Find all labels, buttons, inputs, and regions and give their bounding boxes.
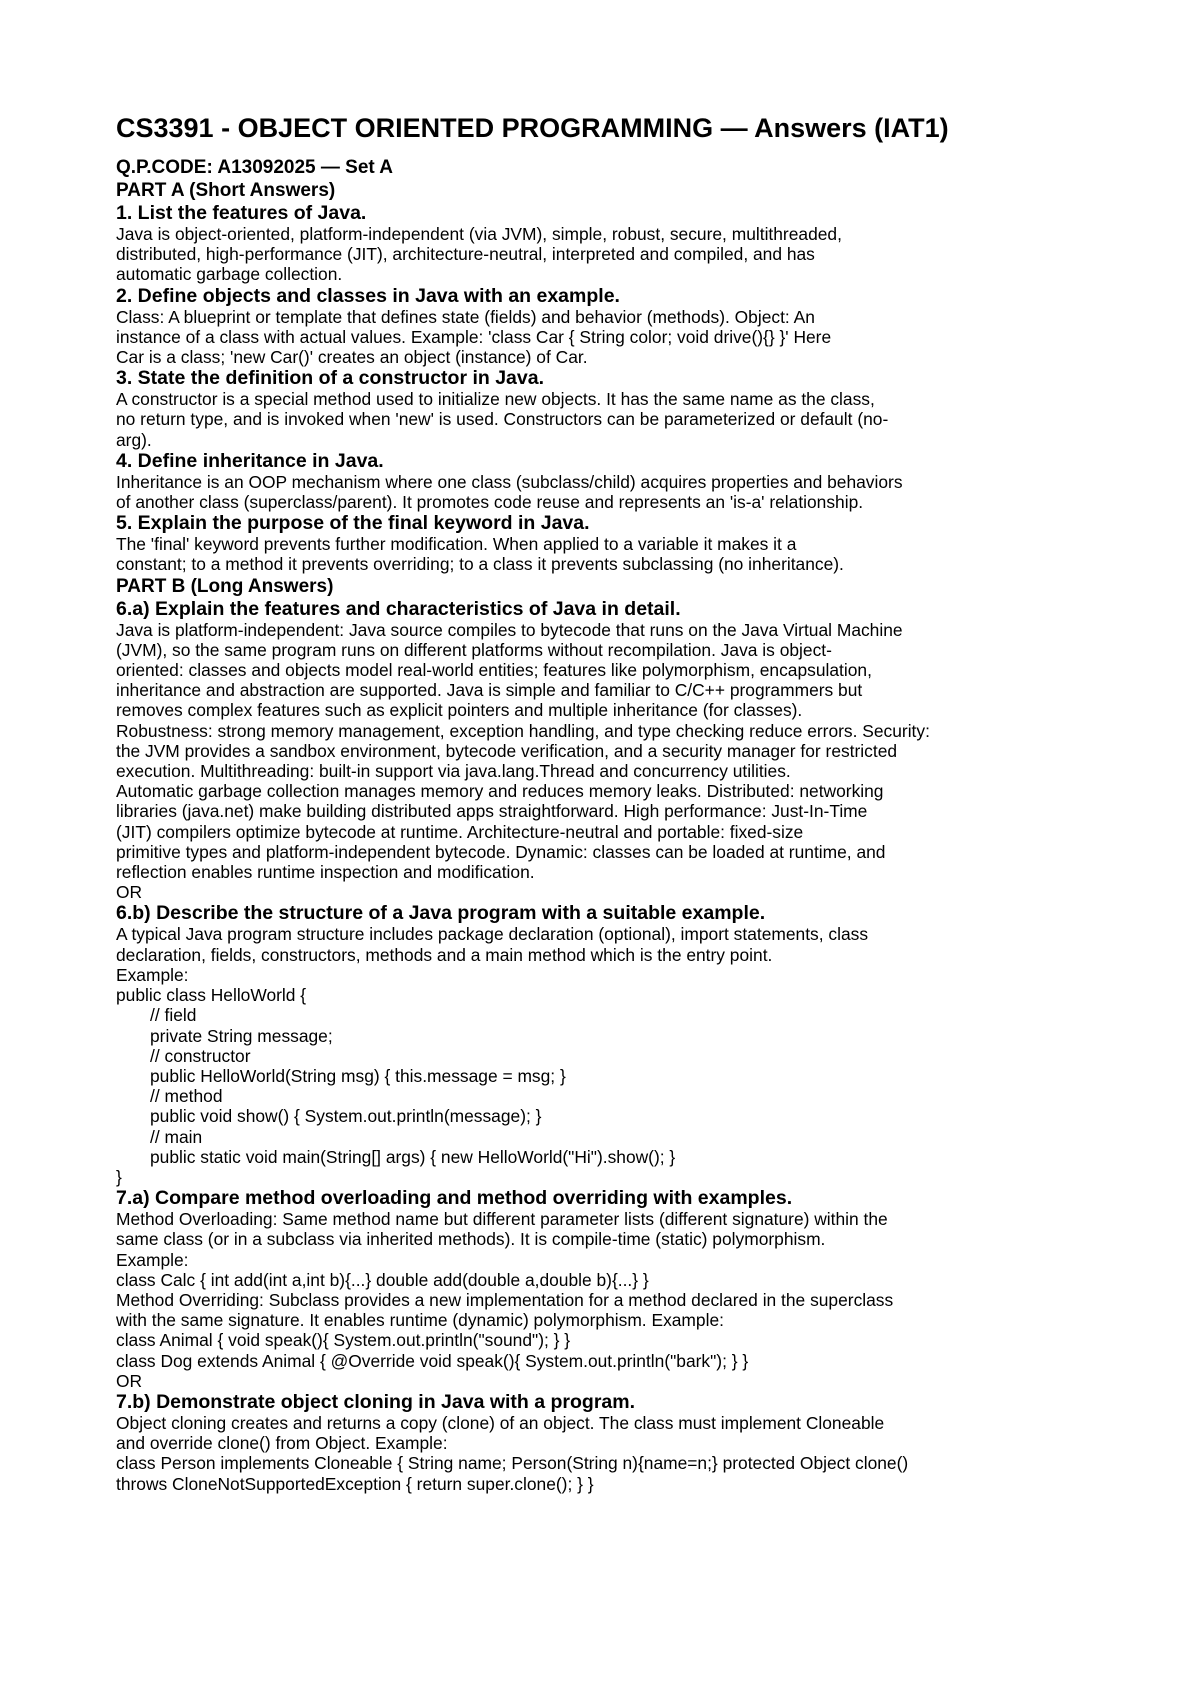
- question-heading: 4. Define inheritance in Java.: [116, 449, 384, 472]
- question-heading: 6.b) Describe the structure of a Java program with a suitable example.: [116, 902, 766, 925]
- question-heading: 7.a) Compare method overloading and method overriding with examples.: [116, 1187, 793, 1210]
- part-a-heading: PART A (Short Answers): [116, 180, 336, 201]
- answer-line: Method Overloading: Same method name but different parameter lists (different signature) within the: [116, 1209, 888, 1230]
- question-heading: 3. State the definition of a constructor in Java.: [116, 367, 544, 390]
- code-line: public HelloWorld(String msg) { this.message = msg; }: [150, 1065, 566, 1086]
- answer-line: and override clone() from Object. Example:: [116, 1433, 448, 1454]
- code-line: // method: [150, 1086, 223, 1107]
- answer-line: with the same signature. It enables runtime (dynamic) polymorphism. Example:: [116, 1310, 724, 1331]
- answer-line: instance of a class with actual values. Example: 'class Car { String color; void drive(){} }' Here: [116, 326, 832, 347]
- question-heading: 5. Explain the purpose of the final keyword in Java.: [116, 512, 590, 535]
- code-line: private String message;: [150, 1025, 333, 1046]
- question-heading: 6.a) Explain the features and characteristics of Java in detail.: [116, 597, 681, 620]
- answer-line: Automatic garbage collection manages memory and reduces memory leaks. Distributed: networking: [116, 781, 884, 802]
- answer-line: same class (or in a subclass via inherited methods). It is compile-time (static) polymorphism.: [116, 1229, 826, 1250]
- answer-line: libraries (java.net) make building distributed apps straightforward. High performance: Just-In-Time: [116, 801, 868, 822]
- answer-line: (JVM), so the same program runs on different platforms without recompilation. Java is object-: [116, 639, 832, 660]
- answer-line: Example:: [116, 964, 189, 985]
- answer-line: Robustness: strong memory management, exception handling, and type checking reduce errors. Security:: [116, 720, 930, 741]
- answer-line: A constructor is a special method used to initialize new objects. It has the same name as the class,: [116, 389, 875, 410]
- part-a-q2: [116, 285, 1076, 368]
- answer-line: Java is object-oriented, platform-independent (via JVM), simple, robust, secure, multithreaded,: [116, 224, 842, 244]
- answer-line: oriented: classes and objects model real-world entities; features like polymorphism, encapsulation,: [116, 660, 872, 681]
- answer-line: Example:: [116, 1249, 189, 1270]
- answer-line: throws CloneNotSupportedException { return super.clone(); } }: [116, 1473, 594, 1494]
- answer-line: Car is a class; 'new Car()' creates an object (instance) of Car.: [116, 347, 588, 368]
- question-heading: 7.b) Demonstrate object cloning in Java with a program.: [116, 1390, 636, 1413]
- answer-line: automatic garbage collection.: [116, 264, 343, 285]
- answer-line: Class: A blueprint or template that defines state (fields) and behavior (methods). Object: An: [116, 306, 815, 327]
- answer-line: Inheritance is an OOP mechanism where one class (subclass/child) acquires properties and behaviors: [116, 471, 903, 492]
- or-separator: OR: [116, 1370, 143, 1391]
- part-b-q7b: [116, 1391, 1076, 1494]
- or-separator: OR: [116, 882, 143, 903]
- answer-line: of another class (superclass/parent). It promotes code reuse and represents an 'is-a' relationship.: [116, 492, 864, 513]
- answer-line: class Animal { void speak(){ System.out.println("sound"); } }: [116, 1330, 571, 1351]
- answer-line: arg).: [116, 429, 152, 450]
- answer-line: reflection enables runtime inspection and modification.: [116, 862, 535, 883]
- part-b-q6b: [116, 902, 1076, 1187]
- part-a-q5: [116, 512, 1076, 574]
- answer-line: Method Overriding: Subclass provides a new implementation for a method declared in the superclass: [116, 1289, 894, 1310]
- answer-line: inheritance and abstraction are supported. Java is simple and familiar to C/C++ programmers but: [116, 680, 863, 701]
- answer-line: declaration, fields, constructors, methods and a main method which is the entry point.: [116, 944, 773, 965]
- question-heading: 2. Define objects and classes in Java with an example.: [116, 284, 620, 307]
- code-line: public class HelloWorld {: [116, 985, 307, 1006]
- answer-line: no return type, and is invoked when 'new' is used. Constructors can be parameterized or default (no-: [116, 409, 889, 430]
- answer-line: the JVM provides a sandbox environment, bytecode verification, and a security manager for restricted: [116, 740, 898, 761]
- answer-line: class Person implements Cloneable { String name; Person(String n){name=n;} protected Object clone(): [116, 1453, 909, 1474]
- answer-line: Object cloning creates and returns a copy (clone) of an object. The class must implement Cloneable: [116, 1412, 885, 1433]
- part-b-q6a: [116, 598, 1076, 883]
- code-line: public static void main(String[] args) { new HelloWorld("Hi").show(); }: [150, 1146, 676, 1167]
- answer-line: Java is platform-independent: Java source compiles to bytecode that runs on the Java Virtual Machine: [116, 619, 903, 640]
- part-a-q3: [116, 367, 1076, 450]
- answer-line: removes complex features such as explicit pointers and multiple inheritance (for classes).: [116, 700, 803, 721]
- document-page: [116, 112, 1076, 1494]
- question-heading: 1. List the features of Java.: [116, 202, 367, 224]
- part-b-heading: PART B (Long Answers): [116, 575, 334, 597]
- answer-line: primitive types and platform-independent bytecode. Dynamic: classes can be loaded at runtime, and: [116, 841, 886, 862]
- part-a-q1: [116, 202, 1076, 285]
- code-line: }: [116, 1166, 122, 1187]
- answer-line: The 'final' keyword prevents further modification. When applied to a variable it makes it a: [116, 534, 797, 555]
- answer-line: A typical Java program structure includes package declaration (optional), import statements, class: [116, 924, 869, 945]
- answer-line: class Calc { int add(int a,int b){...} double add(double a,double b){...} }: [116, 1269, 649, 1290]
- document-title: CS3391 - OBJECT ORIENTED PROGRAMMING — Answers (IAT1): [116, 113, 949, 143]
- code-line: // constructor: [150, 1045, 251, 1066]
- answer-line: distributed, high-performance (JIT), architecture-neutral, interpreted and compiled, and has: [116, 244, 815, 265]
- part-a-q4: [116, 450, 1076, 512]
- answer-line: (JIT) compilers optimize bytecode at runtime. Architecture-neutral and portable: fixed-size: [116, 821, 804, 842]
- answer-line: class Dog extends Animal { @Override void speak(){ System.out.println("bark"); } }: [116, 1350, 749, 1371]
- code-line: // field: [150, 1005, 197, 1026]
- part-b-q7a: [116, 1187, 1076, 1371]
- answer-line: execution. Multithreading: built-in support via java.lang.Thread and concurrency utilities.: [116, 761, 791, 782]
- qp-code: Q.P.CODE: A13092025 — Set A: [116, 157, 394, 178]
- code-line: // main: [150, 1126, 203, 1147]
- code-line: public void show() { System.out.println(message); }: [150, 1106, 542, 1127]
- answer-line: constant; to a method it prevents overriding; to a class it prevents subclassing (no inheritance).: [116, 554, 844, 575]
